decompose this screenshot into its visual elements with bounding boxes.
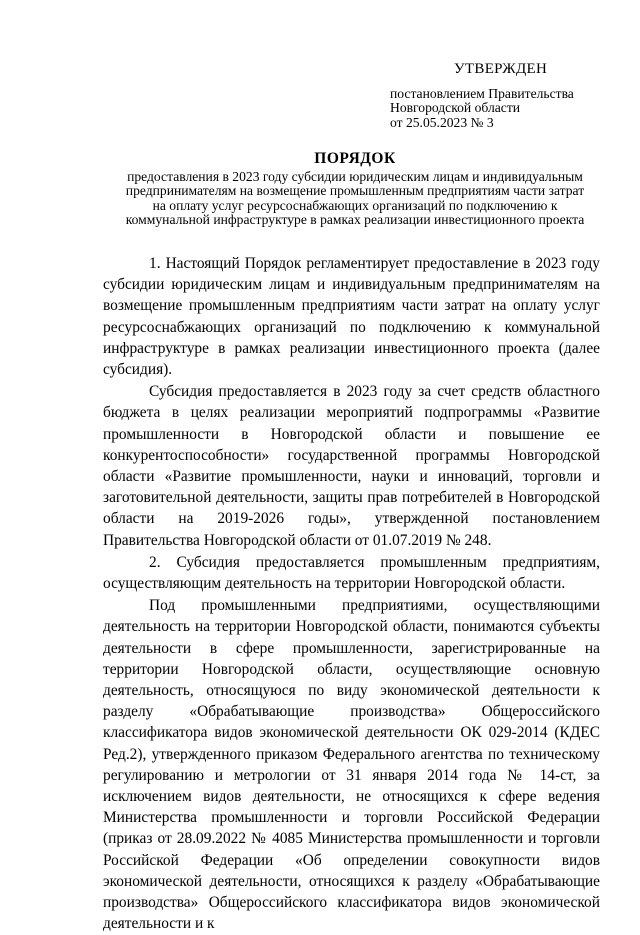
approval-line-2: Новгородской области: [390, 100, 521, 115]
approval-date: от 25.05.2023 № 3: [390, 114, 494, 130]
approval-line-1: постановлением Правительства: [390, 85, 574, 101]
title-block: [100, 150, 610, 228]
document-subtitle: предоставления в 2023 году субсидии юридическим лицам и индивидуальным предпринимателям на возмещение промышленным предприятиям части затрат на оплату услуг ресурсоснабжающих организаций по подключению к коммунальной инфраструктуре в рамках реализации инвестиционного проекта: [125, 169, 585, 228]
paragraph-1: 1. Настоящий Порядок регламентирует предоставление в 2023 году субсидии юридическим лицам и индивидуальным предпринимателям на возмещение промышленным предприятиям части затрат на оплату услуг ресурсоснабжающих организаций по подключению к коммунальной инфраструктуре в рамках реализации инвестиционного проекта (далее субсидия).: [103, 255, 600, 379]
paragraph-2: Субсидия предоставляется в 2023 году за счет средств областного бюджета в целях реализации мероприятий подпрограммы «Развитие промышленности в Новгородской области и повышение ее конкурентоспособности» государственной программы Новгородской области «Развитие промышленности, науки и инноваций, торговли и заготовительной деятельности, защиты прав потребителей в Новгородской области на 2019-2026 годы», утвержденной постановлением Правительства Новгородской области от 01.07.2019 № 248.: [103, 383, 600, 549]
approved-label: УТВЕРЖДЕН: [454, 61, 548, 77]
document-body: [103, 253, 600, 935]
document-title: ПОРЯДОК: [314, 150, 396, 167]
paragraph-3: 2. Субсидия предоставляется промышленным предприятиям, осуществляющим деятельность на территории Новгородской области.: [103, 553, 600, 593]
paragraph-4: Под промышленными предприятиями, осуществляющими деятельность на территории Новгородской области, понимаются субъекты деятельности в сфере промышленности, зарегистрированные на территории Новгородской области, осуществляющие основную деятельность, относящуюся по виду экономической деятельности к разделу «Обрабатывающие производства» Общероссийского классификатора видов экономической деятельности ОК 029-2014 (КДЕС Ред.2), утвержденного приказом Федерального агентства по техническому регулированию и метрологии от 31 января 2014 года № 14-ст, за исключением видов деятельности, не относящихся к сфере ведения Министерства промышленности и торговли Российской Федерации (приказ от 28.09.2022 № 4085 Министерства промышленности и торговли Российской Федерации «Об определении совокупности видов экономической деятельности, относящихся к разделу «Обрабатывающие производства» Общероссийского классификатора видов экономической деятельности и к: [103, 597, 600, 933]
approval-stamp: [390, 62, 574, 130]
